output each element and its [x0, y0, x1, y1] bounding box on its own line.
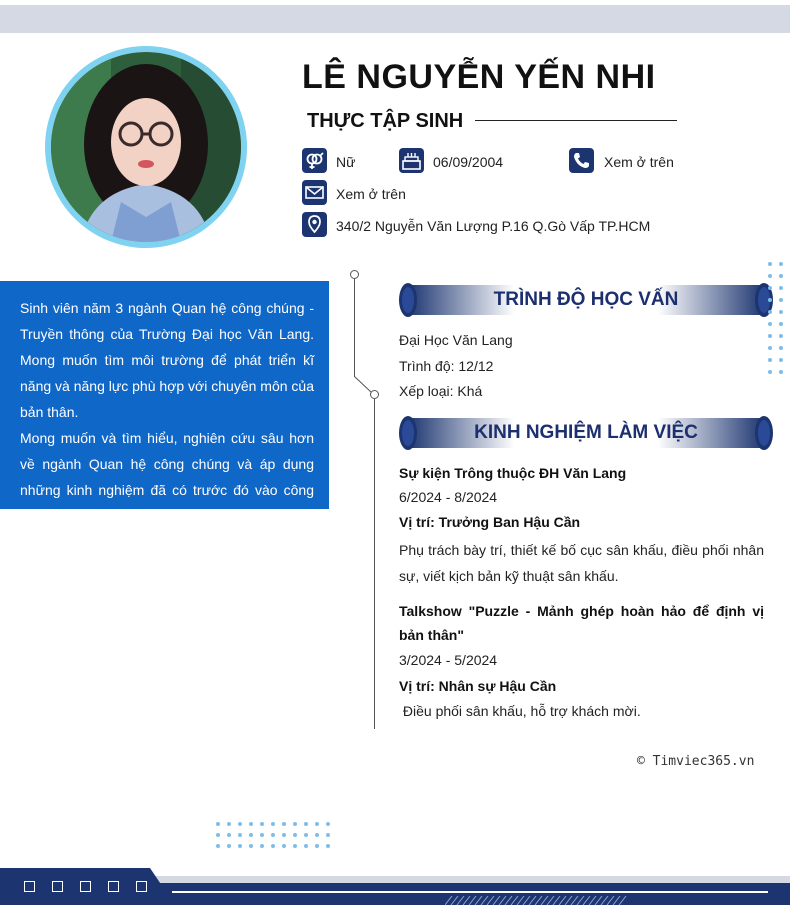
decor-dot [238, 822, 242, 826]
decor-dots-right [768, 262, 783, 374]
decor-dot [249, 822, 253, 826]
footer-square [80, 881, 91, 892]
decor-dot [768, 262, 772, 266]
title-divider [475, 120, 677, 121]
experience-1-title: Sự kiện Trông thuộc ĐH Văn Lang [399, 465, 627, 481]
footer-hatching [445, 896, 635, 905]
decor-dot [227, 844, 231, 848]
decor-dot [768, 274, 772, 278]
experience-2-position: Vị trí: Nhân sự Hậu Cần [399, 678, 557, 694]
phone-icon [569, 148, 594, 173]
decor-dot [768, 298, 772, 302]
top-bar [0, 5, 790, 33]
education-school: Đại Học Văn Lang [399, 332, 513, 348]
decor-dot [260, 833, 264, 837]
avatar [51, 52, 241, 242]
summary-paragraph-2: Mong muốn và tìm hiểu, nghiên cứu sâu hơn về ngành Quan hệ công chúng và áp dụng những kinh nghiệm đã có trước đó vào công việc. [20, 430, 314, 524]
email-value: Xem ở trên [336, 186, 406, 202]
decor-dot [238, 844, 242, 848]
decor-dot [238, 833, 242, 837]
experience-2-title: Talkshow "Puzzle - Mảnh ghép hoàn hảo để định vị bản thân" [399, 603, 764, 643]
avatar-portrait [51, 52, 241, 242]
decor-dot [304, 844, 308, 848]
decor-dot [779, 370, 783, 374]
footer-square [24, 881, 35, 892]
education-ranking: Xếp loại: Khá [399, 383, 483, 399]
experience-2-description: Điều phối sân khấu, hỗ trợ khách mời. [399, 703, 641, 719]
decor-dot [768, 358, 772, 362]
experience-heading: KINH NGHIỆM LÀM VIỆC [474, 422, 698, 443]
decor-dot [779, 346, 783, 350]
decor-dot [326, 822, 330, 826]
decor-dot [779, 334, 783, 338]
gender-value: Nữ [336, 154, 356, 170]
decor-dot [768, 322, 772, 326]
birthdate-value: 06/09/2004 [433, 154, 504, 170]
job-title: THỰC TẬP SINH [307, 110, 464, 132]
decor-dot [249, 844, 253, 848]
decor-dot [293, 822, 297, 826]
decor-dot [779, 286, 783, 290]
decor-dot [779, 322, 783, 326]
decor-dot [282, 844, 286, 848]
candidate-name: LÊ NGUYỄN YẾN NHI [302, 58, 656, 96]
footer-square [108, 881, 119, 892]
decor-dot [293, 844, 297, 848]
timeline-dot-top [350, 270, 359, 279]
decor-dot [260, 844, 264, 848]
footer-stripe [172, 891, 768, 893]
timeline-line-lower [374, 399, 375, 729]
experience-1-description: Phụ trách bày trí, thiết kế bố cục sân khấu, điều phối nhân sự, viết kịch bản kỹ thuật sân khấu. [399, 542, 764, 584]
experience-1-period: 6/2024 - 8/2024 [399, 489, 498, 505]
footer-square [52, 881, 63, 892]
decor-dot [315, 833, 319, 837]
timeline-line-upper [354, 279, 355, 377]
decor-dot [304, 822, 308, 826]
decor-dot [779, 310, 783, 314]
decor-dot [779, 274, 783, 278]
education-heading: TRÌNH ĐỘ HỌC VẤN [493, 289, 679, 310]
location-pin-icon [302, 212, 327, 237]
decor-dot [271, 844, 275, 848]
address-value: 340/2 Nguyễn Văn Lượng P.16 Q.Gò Vấp TP.HCM [336, 218, 651, 234]
education-banner [399, 282, 773, 318]
education-level: Trình độ: 12/12 [399, 358, 494, 374]
decor-dot [768, 346, 772, 350]
decor-dot [293, 833, 297, 837]
decor-dot [282, 822, 286, 826]
decor-dot [282, 833, 286, 837]
decor-dot [779, 262, 783, 266]
decor-dot [315, 844, 319, 848]
decor-dot [260, 822, 264, 826]
decor-dot [227, 822, 231, 826]
copyright-text: © Timviec365.vn [637, 754, 755, 769]
decor-dot [768, 310, 772, 314]
experience-2-period: 3/2024 - 5/2024 [399, 652, 498, 668]
decor-dot [216, 844, 220, 848]
decor-dot [768, 286, 772, 290]
experience-1-position: Vị trí: Trưởng Ban Hậu Cần [399, 514, 581, 530]
decor-dot [326, 844, 330, 848]
decor-dot [779, 298, 783, 302]
decor-dot [768, 334, 772, 338]
decor-dot [216, 822, 220, 826]
summary-paragraph-1: Sinh viên năm 3 ngành Quan hệ công chúng - Truyền thông của Trường Đại học Văn Lang. Mong muốn tìm môi trường để phát triển kĩ năng và năng lực phù hợp với chuyên môn của bản thân. [20, 300, 314, 420]
decor-dot [249, 833, 253, 837]
timeline-dot-bend [370, 390, 379, 399]
summary-text [20, 295, 314, 529]
decor-dot [271, 822, 275, 826]
experience-banner [399, 415, 773, 451]
decor-dots-bottom [216, 822, 330, 848]
footer-square [136, 881, 147, 892]
mail-icon [302, 180, 327, 205]
decor-dot [304, 833, 308, 837]
phone-value: Xem ở trên [604, 154, 674, 170]
decor-dot [315, 822, 319, 826]
decor-dot [271, 833, 275, 837]
decor-dot [768, 370, 772, 374]
decor-dot [779, 358, 783, 362]
summary-box [0, 281, 329, 524]
birthday-cake-icon [399, 148, 424, 173]
decor-dot [326, 833, 330, 837]
gender-icon [302, 148, 327, 173]
decor-dot [227, 833, 231, 837]
decor-dot [216, 833, 220, 837]
